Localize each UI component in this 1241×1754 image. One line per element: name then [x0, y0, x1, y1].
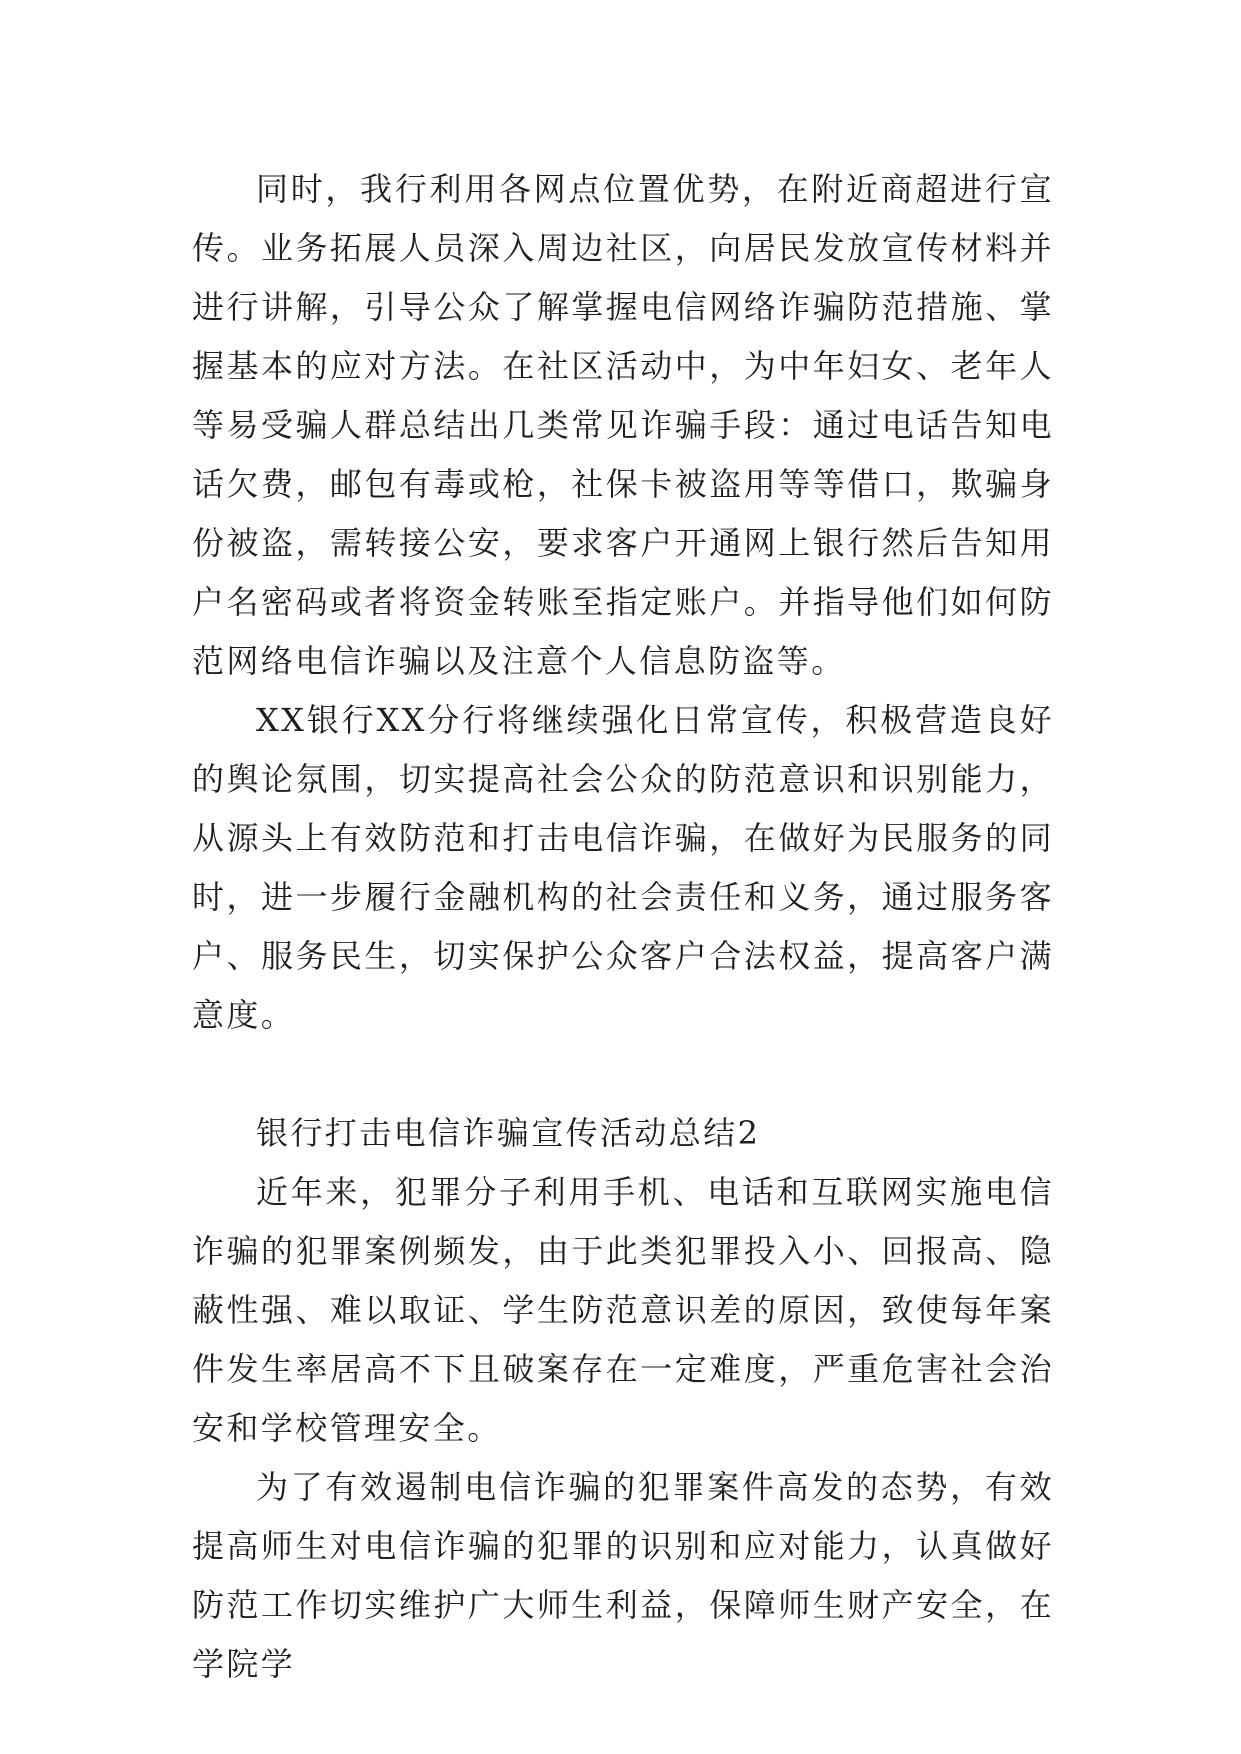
- paragraph-promotion-activities: 同时，我行利用各网点位置优势，在附近商超进行宣传。业务拓展人员深入周边社区，向居民发放宣传材料并进行讲解，引导公众了解掌握电信网络诈骗防范措施、掌握基本的应对方法。在社区活动中，为中年妇女、老年人等易受骗人群总结出几类常见诈骗手段：通过电话告知电话欠费，邮包有毒或枪，社保卡被盗用等等借口，欺骗身份被盗，需转接公安，要求客户开通网上银行然后告知用户名密码或者将资金转账至指定账户。并指导他们如何防范网络电信诈骗以及注意个人信息防盗等。: [192, 170, 1054, 680]
- paragraph-purpose: 为了有效遏制电信诈骗的犯罪案件高发的态势，有效提高师生对电信诈骗的犯罪的识别和应对能力，认真做好防范工作切实维护广大师生利益，保障师生财产安全，在学院学: [192, 1468, 1054, 1683]
- section-heading: 银行打击电信诈骗宣传活动总结2: [256, 1114, 761, 1152]
- document-body: [192, 160, 1054, 1694]
- paragraph-background: 近年来，犯罪分子利用手机、电话和互联网实施电信诈骗的犯罪案例频发，由于此类犯罪投入小、回报高、隐蔽性强、难以取证、学生防范意识差的原因，致使每年案件发生率居高不下且破案存在一定难度，严重危害社会治安和学校管理安全。: [192, 1173, 1054, 1447]
- paragraph-bank-commitment: XX银行XX分行将继续强化日常宣传，积极营造良好的舆论氛围，切实提高社会公众的防范意识和识别能力，从源头上有效防范和打击电信诈骗，在做好为民服务的同时，进一步履行金融机构的社会责任和义务，通过服务客户、服务民生，切实保护公众客户合法权益，提高客户满意度。: [192, 701, 1054, 1034]
